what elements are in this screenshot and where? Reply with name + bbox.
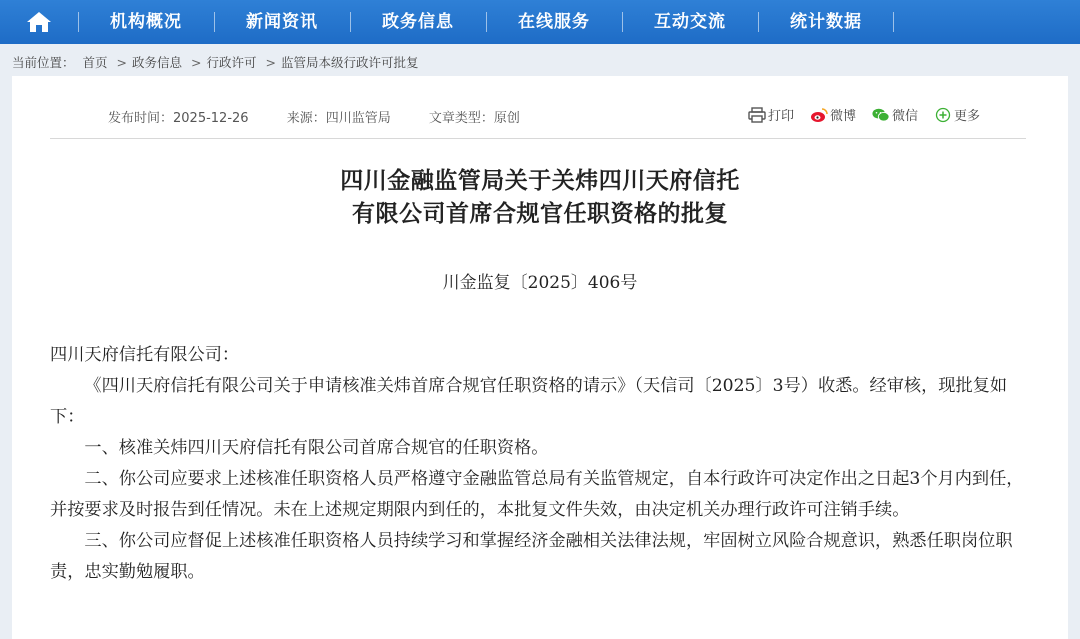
plus-circle-icon bbox=[934, 107, 952, 123]
weibo-label: 微博 bbox=[829, 109, 856, 124]
wechat-share-button[interactable] bbox=[872, 105, 918, 124]
nav-item-online-service[interactable]: 在线服务 bbox=[486, 0, 622, 44]
breadcrumb-administrative-license[interactable]: 行政许可 bbox=[206, 55, 257, 70]
breadcrumb-home[interactable]: 首页 bbox=[82, 55, 108, 70]
divider bbox=[50, 138, 1026, 139]
body-paragraph: 一、核准关炜四川天府信托有限公司首席合规官的任职资格。 bbox=[84, 438, 549, 458]
source: 来源：四川监管局 bbox=[286, 111, 391, 126]
article-body bbox=[50, 340, 1028, 588]
article-panel bbox=[12, 76, 1068, 639]
print-label: 打印 bbox=[767, 109, 794, 124]
publish-time: 发布时间：2025-12-26 bbox=[108, 111, 249, 126]
top-navigation bbox=[0, 0, 1080, 44]
nav-item-news[interactable]: 新闻资讯 bbox=[214, 0, 350, 44]
home-button[interactable] bbox=[0, 0, 78, 44]
weibo-icon bbox=[810, 107, 828, 123]
home-icon bbox=[26, 11, 52, 33]
article-title-line-1: 四川金融监管局关于关炜四川天府信托 bbox=[340, 168, 740, 194]
nav-item-interaction[interactable]: 互动交流 bbox=[622, 0, 758, 44]
printer-icon bbox=[748, 107, 766, 123]
breadcrumb-current[interactable]: 监管局本级行政许可批复 bbox=[281, 55, 419, 70]
nav-item-org-overview[interactable]: 机构概况 bbox=[78, 0, 214, 44]
body-paragraph: 《四川天府信托有限公司关于申请核准关炜首席合规官任职资格的请示》（天信司〔2025〕3号）收悉。经审核，现批复如下： bbox=[50, 376, 1008, 427]
article-type: 文章类型：原创 bbox=[428, 111, 520, 126]
nav-item-government-info[interactable]: 政务信息 bbox=[350, 0, 486, 44]
wechat-icon bbox=[872, 107, 890, 123]
breadcrumb-separator: > bbox=[116, 55, 127, 70]
body-paragraph: 二、你公司应要求上述核准任职资格人员严格遵守金融监管总局有关监管规定，自本行政许可决定作出之日起3个月内到任，并按要求及时报告到任情况。未在上述规定期限内到任的，本批复文件失效，由决定机关办理行政许可注销手续。 bbox=[50, 469, 1024, 520]
more-label: 更多 bbox=[953, 109, 980, 124]
breadcrumb bbox=[12, 53, 423, 71]
print-button[interactable] bbox=[748, 105, 794, 124]
breadcrumb-separator: > bbox=[191, 55, 202, 70]
article-title-line-2: 有限公司首席合规官任职资格的批复 bbox=[352, 201, 728, 227]
weibo-share-button[interactable] bbox=[810, 105, 856, 124]
addressee: 四川天府信托有限公司： bbox=[50, 345, 240, 365]
breadcrumb-separator: > bbox=[265, 55, 276, 70]
share-toolbar bbox=[748, 105, 980, 124]
more-share-button[interactable] bbox=[934, 105, 980, 124]
article-title bbox=[12, 165, 1068, 231]
wechat-label: 微信 bbox=[891, 109, 918, 124]
nav-item-statistics[interactable]: 统计数据 bbox=[758, 0, 894, 44]
body-paragraph: 三、你公司应督促上述核准任职资格人员持续学习和掌握经济金融相关法律法规，牢固树立风险合规意识，熟悉任职岗位职责，忠实勤勉履职。 bbox=[50, 531, 1013, 582]
article-meta bbox=[108, 107, 554, 126]
breadcrumb-government-info[interactable]: 政务信息 bbox=[132, 55, 183, 70]
breadcrumb-prefix: 当前位置： bbox=[12, 55, 75, 70]
document-number: 川金监复〔2025〕406号 bbox=[442, 273, 638, 293]
